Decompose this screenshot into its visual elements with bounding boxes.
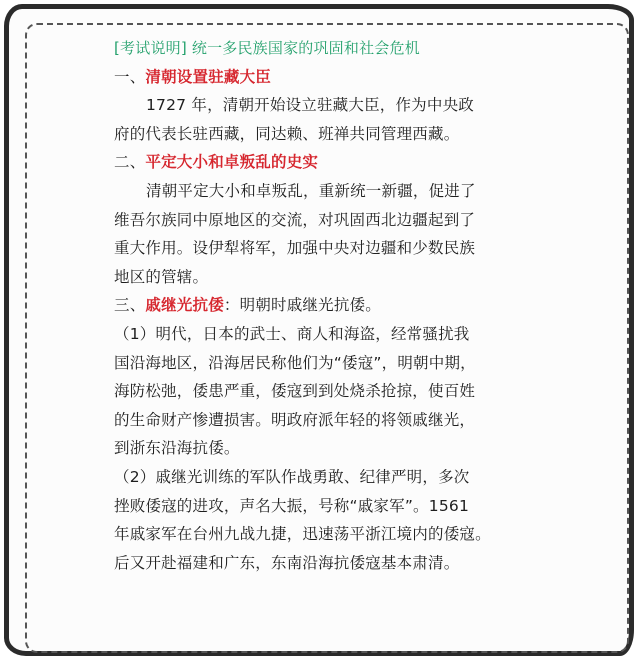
section-3-suffix: ：明朝时戚继光抗倭。	[223, 296, 381, 315]
section-3-line-1: （1）明代，日本的武士、商人和海盗，经常骚扰我	[114, 324, 470, 343]
section-2-line-4: 地区的管辖。	[114, 267, 209, 286]
exam-header: [考试说明] 统一多民族国家的巩固和社会危机	[114, 39, 420, 57]
section-2-title: 平定大小和卓叛乱的史实	[145, 153, 319, 172]
section-2-line-3: 重大作用。设伊犁将军，加强中央对边疆和少数民族	[114, 239, 476, 258]
section-1-heading	[114, 63, 544, 92]
section-2-line-1: 清朝平定大小和卓叛乱，重新统一新疆，促进了	[146, 181, 476, 200]
document-content	[114, 34, 544, 577]
section-3-heading	[114, 291, 544, 320]
section-2-line-2: 维吾尔族同中原地区的交流，对巩固西北边疆起到了	[114, 210, 476, 229]
section-3-line-5: 到浙东沿海抗倭。	[114, 439, 240, 458]
section-1-number: 一、	[114, 67, 146, 86]
section-3-line-4: 的生命财产惨遭损害。明政府派年轻的将领戚继光，	[114, 410, 476, 429]
section-3-title: 戚继光抗倭	[145, 296, 224, 315]
section-2-heading	[114, 148, 544, 177]
section-1-title: 清朝设置驻藏大臣	[145, 67, 272, 86]
section-3-number: 三、	[114, 296, 146, 315]
section-3-line-8: 年戚家军在台州九战九捷，迅速荡平浙江境内的倭寇。	[114, 525, 491, 544]
section-3-line-3: 海防松弛，倭患严重，倭寇到到处烧杀抢掠，使百姓	[114, 382, 476, 401]
section-3-line-7: 挫败倭寇的进攻，声名大振，号称“戚家军”。1561	[114, 496, 470, 515]
section-3-line-2: 国沿海地区，沿海居民称他们为“倭寇”，明朝中期，	[114, 353, 476, 372]
section-1-line-2: 府的代表长驻西藏，同达赖、班禅共同管理西藏。	[114, 124, 460, 143]
section-3-line-9: 后又开赴福建和广东，东南沿海抗倭寇基本肃清。	[114, 553, 460, 572]
section-3-line-6: （2）戚继光训练的军队作战勇敢、纪律严明，多次	[114, 467, 470, 486]
section-2-number: 二、	[114, 153, 146, 172]
section-1-line-1: 1727 年，清朝开始设立驻藏大臣，作为中央政	[146, 96, 474, 115]
